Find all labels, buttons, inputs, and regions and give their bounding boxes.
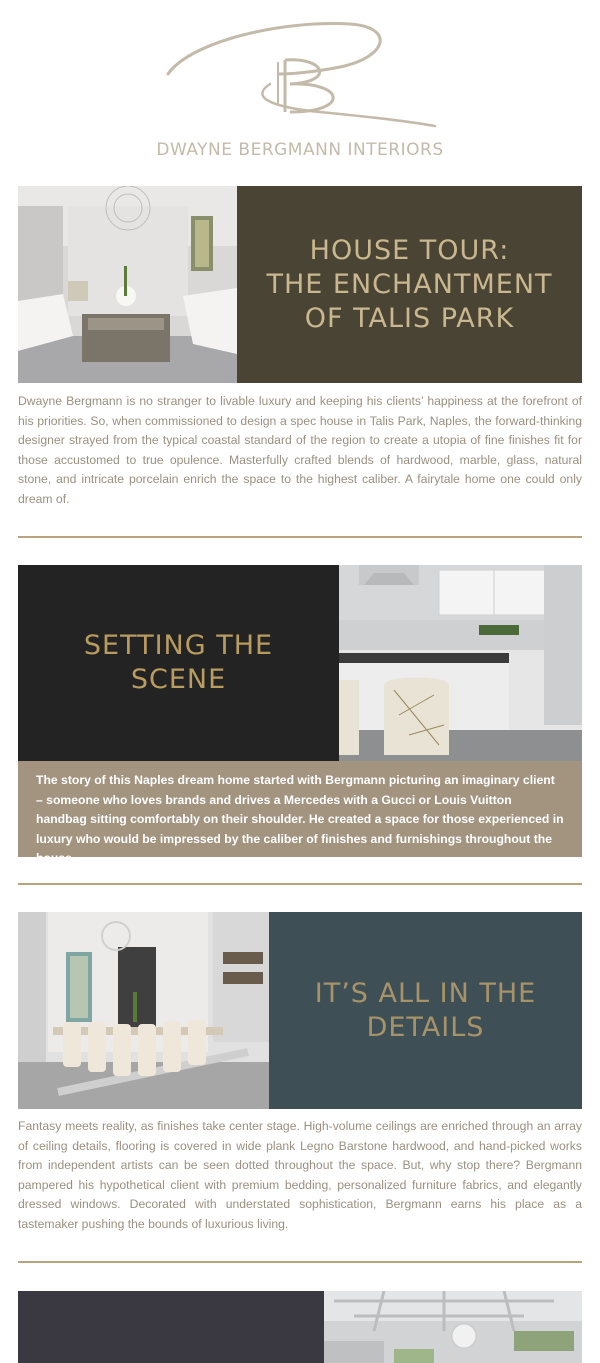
setting-scene-banner: [18, 565, 582, 761]
coffered-ceiling-photo: [324, 1291, 582, 1363]
kitchen-photo: [339, 565, 582, 761]
house-tour-title: HOUSE TOUR: THE ENCHANTMENT OF TALIS PARK: [266, 234, 553, 334]
next-section-banner: [18, 1291, 582, 1363]
house-tour-paragraph: Dwayne Bergmann is no stranger to livable luxury and keeping his clients’ happiness at the forefront of his priorities. So, when commissioned to design a spec house in Talis Park, Naples, the forward-thinking designer strayed from the typical coastal standard of the region to create a utopia of fine finishes fit for those accustomed to true opulence. Masterfully crafted blends of hardwood, marble, glass, natural stone, and intricate porcelain enrich the space to the highest caliber. A fairytale home one could only dream of.: [18, 394, 582, 506]
section-divider: [18, 883, 582, 885]
setting-scene-panel: [18, 565, 339, 761]
section-divider: [18, 536, 582, 538]
setting-scene-quote-text: The story of this Naples dream home started with Bergmann picturing an imaginary client – someone who loves brands and drives a Mercedes with a Gucci or Louis Vuitton handbag sitting comfortably on their shoulder. He created a space for those experienced in luxury who would be impressed by the caliber of finishes and furnishings throughout the house.: [36, 773, 564, 865]
details-paragraph: Fantasy meets reality, as finishes take center stage. High-volume ceilings are enriched through an array of ceiling details, flooring is covered in wide plank Legno Barstone hardwood, and hand-picked works from independent artists can be seen dotted throughout the space. But, why stop there? Bergmann pampered his hypothetical client with premium bedding, personalized furniture fabrics, and elegantly dressed windows. Decorated with understated sophistication, Bergmann earns his place as a tastemaker pushing the bounds of luxurious living.: [18, 1119, 582, 1231]
details-banner: [18, 912, 582, 1109]
living-room-photo: [18, 186, 237, 383]
details-title: IT’S ALL IN THE DETAILS: [314, 977, 537, 1043]
section-divider: [18, 1261, 582, 1263]
details-panel: [269, 912, 582, 1109]
house-tour-panel: [237, 186, 582, 383]
db-monogram-logo: [150, 12, 450, 132]
setting-scene-quote: [18, 761, 582, 865]
setting-scene-title: SETTING THE SCENE: [83, 630, 274, 695]
house-tour-banner: [18, 186, 582, 383]
brand-header: [0, 0, 600, 170]
dining-room-photo: [18, 912, 269, 1109]
next-section-panel: [18, 1291, 324, 1363]
brand-name: DWAYNE BERGMANN INTERIORS: [156, 140, 444, 160]
